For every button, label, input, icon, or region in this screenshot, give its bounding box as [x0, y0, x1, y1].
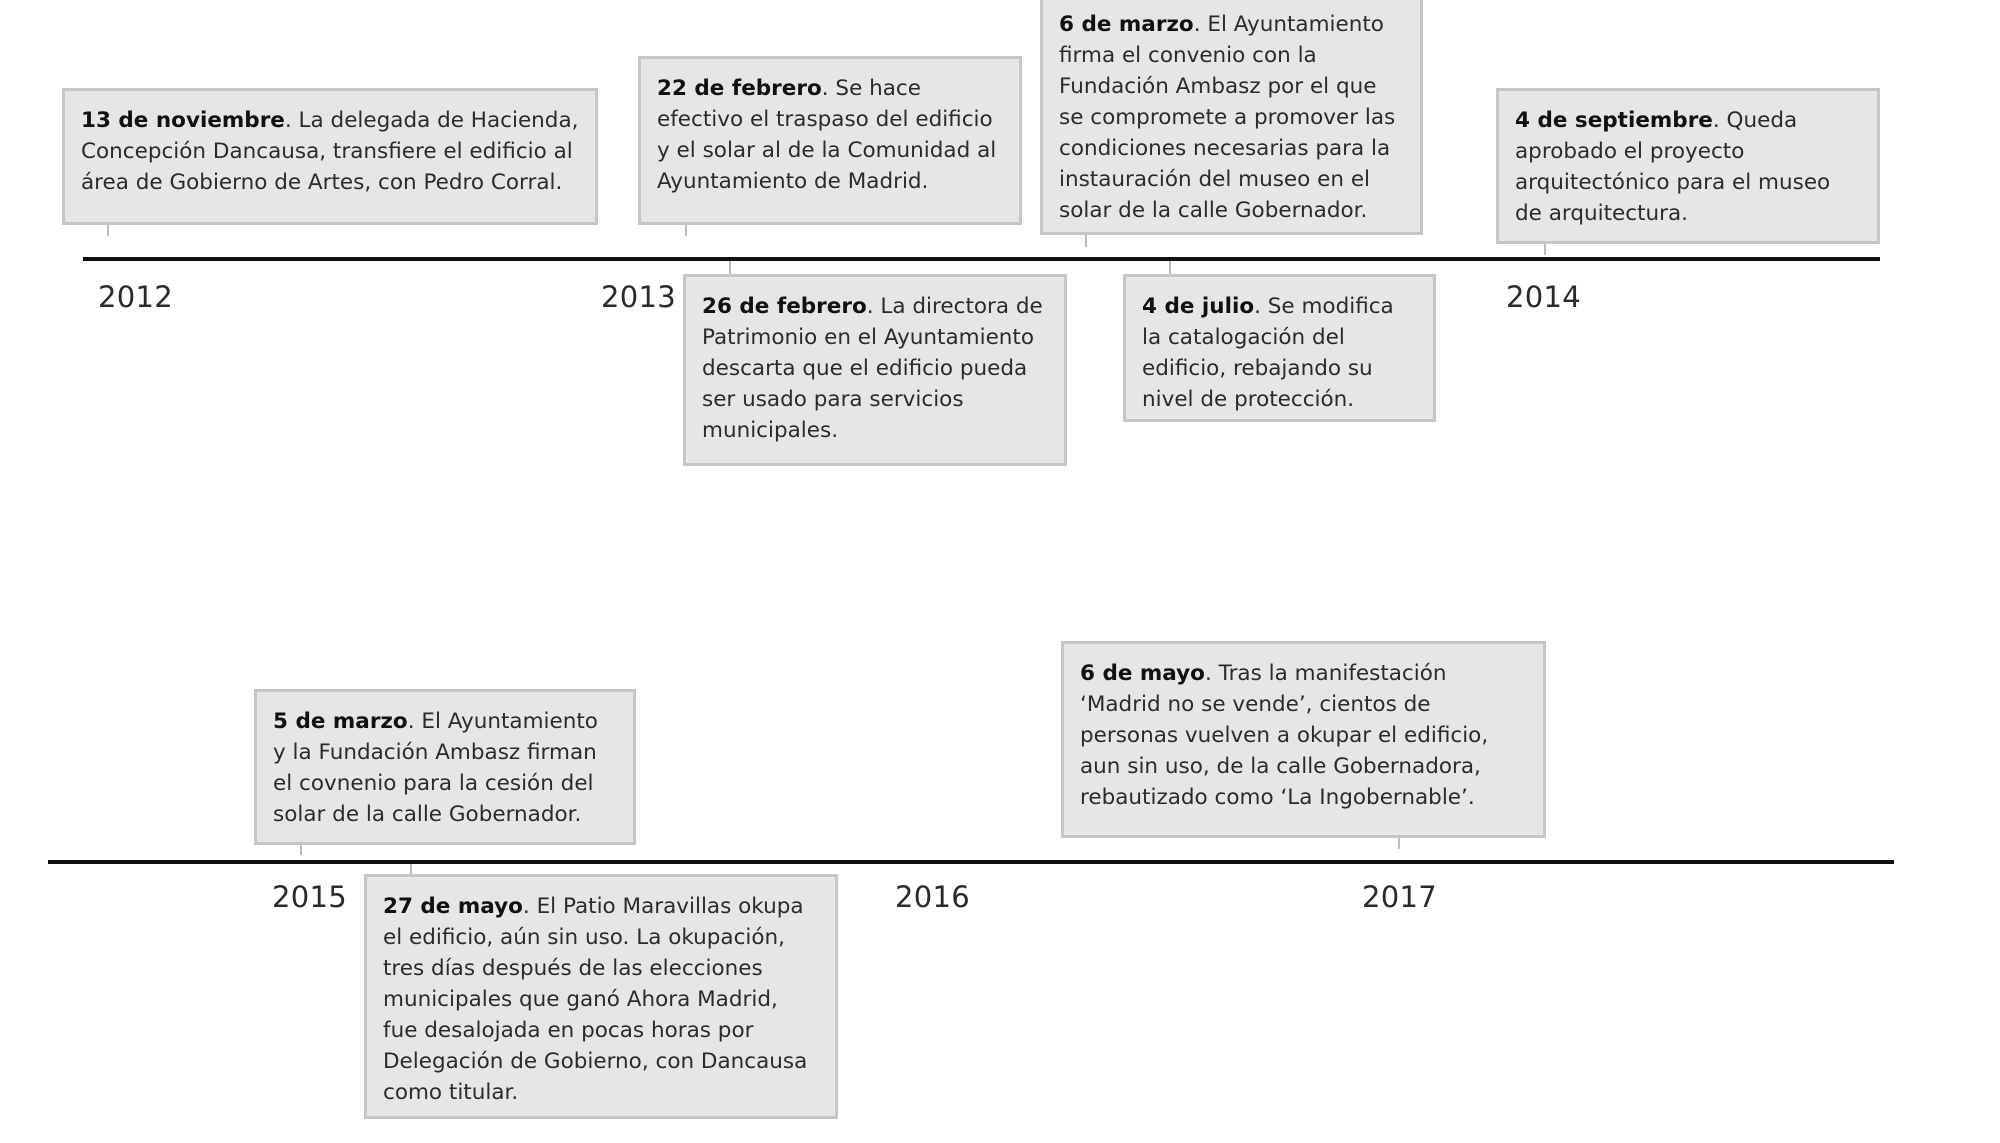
- event-card: [683, 274, 1067, 466]
- event-text: . Tras la manifestación ‘Madrid no se vende’, cientos de personas vuelven a okupar el edificio, aun sin uso, de la calle Gobernadora, rebautizado como ‘La Ingobernable’.: [1080, 661, 1489, 810]
- event-text: . Se hace efectivo el traspaso del edificio y el solar al de la Comunidad al Ayuntamiento de Madrid.: [657, 76, 997, 194]
- event-connector: [107, 224, 109, 236]
- event-date: 4 de septiembre: [1515, 108, 1713, 133]
- event-text: . La directora de Patrimonio en el Ayuntamiento descarta que el edificio pueda ser usado para servicios municipales.: [702, 294, 1043, 443]
- timeline-axis: [83, 257, 1880, 261]
- event-date: 6 de mayo: [1080, 661, 1205, 686]
- event-text: . La delegada de Hacienda, Concepción Dancausa, transfiere el edificio al área de Gobierno de Artes, con Pedro Corral.: [81, 108, 579, 195]
- event-date: 13 de noviembre: [81, 108, 285, 133]
- event-date: 27 de mayo: [383, 894, 523, 919]
- event-text: . El Patio Maravillas okupa el edificio, aún sin uso. La okupación, tres días después de las elecciones municipales que ganó Ahora Madrid, fue desalojada en pocas horas por Delegación de Gobierno, con Dancausa como titular.: [383, 894, 808, 1105]
- event-card: [62, 88, 598, 225]
- event-card: [254, 689, 636, 845]
- event-text: . El Ayuntamiento firma el convenio con la Fundación Ambasz por el que se compromete a promover las condiciones necesarias para la instauración del museo en el solar de la calle Gobernador.: [1059, 12, 1396, 223]
- event-connector: [1169, 261, 1171, 274]
- event-card: [1040, 0, 1423, 235]
- event-connector: [1085, 235, 1087, 247]
- event-text: . Queda aprobado el proyecto arquitectónico para el museo de arquitectura.: [1515, 108, 1831, 226]
- year-label: 2015: [272, 880, 348, 914]
- year-label: 2014: [1506, 280, 1582, 314]
- timeline-axis: [48, 860, 1894, 864]
- event-card: [1123, 274, 1436, 422]
- year-label: 2012: [98, 280, 174, 314]
- event-date: 6 de marzo: [1059, 12, 1194, 37]
- event-card: [638, 56, 1022, 225]
- event-text: . Se modifica la catalogación del edificio, rebajando su nivel de protección.: [1142, 294, 1394, 412]
- event-card: [364, 874, 838, 1119]
- year-label: 2017: [1362, 880, 1438, 914]
- event-connector: [685, 224, 687, 236]
- event-card: [1061, 641, 1546, 838]
- event-connector: [729, 261, 731, 274]
- event-date: 4 de julio: [1142, 294, 1255, 319]
- year-label: 2016: [895, 880, 971, 914]
- event-date: 22 de febrero: [657, 76, 822, 101]
- event-connector: [1544, 243, 1546, 255]
- event-date: 5 de marzo: [273, 709, 408, 734]
- event-date: 26 de febrero: [702, 294, 867, 319]
- event-card: [1496, 88, 1880, 244]
- year-label: 2013: [601, 280, 677, 314]
- event-text: . El Ayuntamiento y la Fundación Ambasz firman el covnenio para la cesión del solar de la calle Gobernador.: [273, 709, 598, 827]
